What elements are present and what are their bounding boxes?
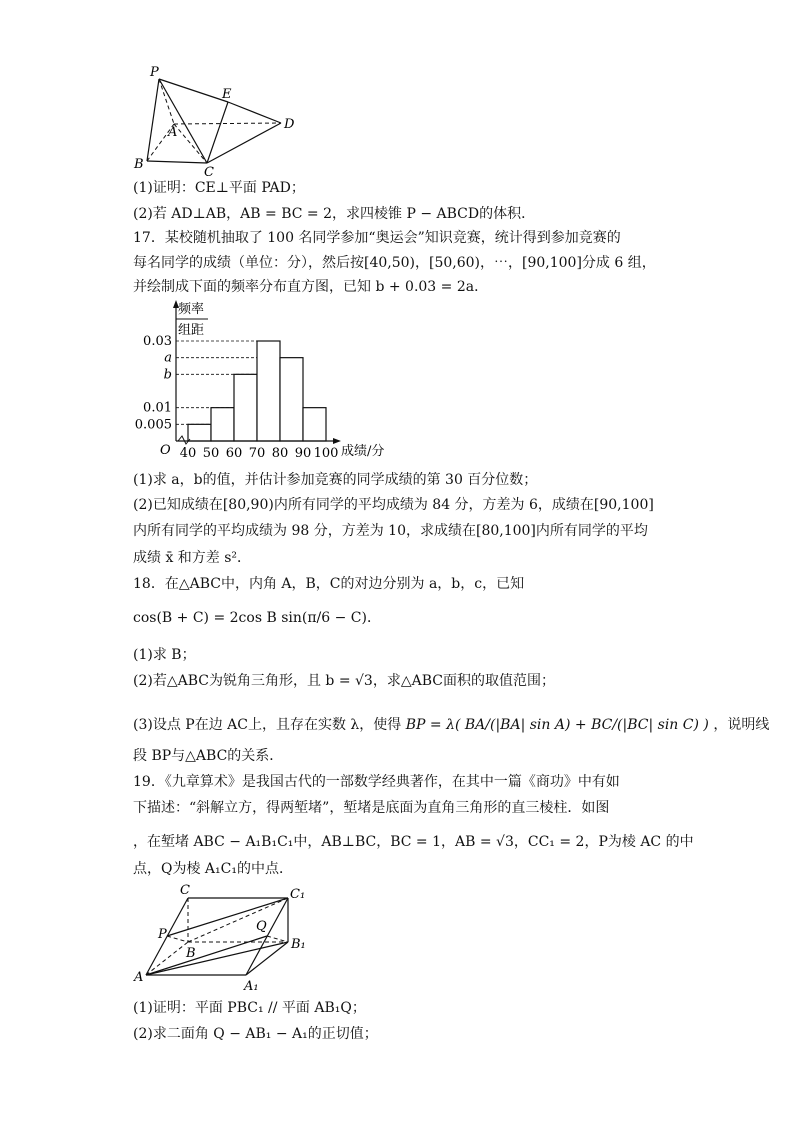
x-tick-label: 50: [202, 446, 220, 461]
q18-formula: cos(B + C) = 2cos B sin(π/6 − C)．: [133, 610, 381, 626]
q18-part3-line2: 段 BP与△ABC的关系．: [133, 748, 284, 764]
q19-line2: 下描述：“斜解立方，得两堑堵”，堑堵是底面为直角三角形的直三棱柱．如图: [133, 800, 610, 816]
vertex-label: C: [180, 883, 190, 898]
vertex-label: A: [134, 970, 144, 985]
y-tick-label: 0.01: [143, 400, 172, 416]
x-tick-label: 100: [313, 446, 339, 461]
vertex-label: E: [222, 87, 232, 102]
histogram-bar: [303, 408, 326, 441]
q17-part2-line1: (2)已知成绩在[80,90)内所有同学的平均成绩为 84 分，方差为 6，成绩在[90,100]: [133, 497, 654, 513]
histogram-bar: [188, 424, 211, 441]
q17-line3: 并绘制成下面的频率分布直方图，已知 b + 0.03 = 2a．: [133, 279, 489, 295]
histogram-bar: [280, 358, 303, 441]
q17-line2: 每名同学的成绩（单位：分），然后按[40,50)，[50,60)，⋯，[90,100]分成 6 组，: [133, 255, 656, 271]
y-tick-label: a: [164, 350, 172, 366]
vertex-label: B: [134, 157, 144, 172]
q19-part2: (2)求二面角 Q − AB₁ − A₁的正切值；: [133, 1026, 378, 1042]
q17-part1: (1)求 a，b的值，并估计参加竞赛的同学成绩的第 30 百分位数；: [133, 472, 538, 488]
x-axis-arrow: [333, 438, 341, 444]
histogram-bar: [257, 341, 280, 441]
x-tick-label: 80: [271, 446, 289, 461]
q18-part3-post: ，说明线: [713, 717, 770, 733]
origin-label: O: [160, 443, 171, 458]
q16-part2: (2)若 AD⊥AB，AB = BC = 2，求四棱锥 P − ABCD的体积．: [133, 206, 536, 222]
vertex-label: Q: [256, 919, 267, 934]
vertex-label: A₁: [244, 979, 259, 994]
vertex-label: C₁: [290, 887, 306, 902]
q16-part1: (1)证明：CE⊥平面 PAD；: [133, 180, 305, 196]
q18-part3: [133, 715, 769, 735]
q18-part2: (2)若△ABC为锐角三角形，且 b = √3，求△ABC面积的取值范围；: [133, 673, 555, 689]
x-tick-label: 70: [248, 446, 266, 461]
q18-part1: (1)求 B；: [133, 647, 196, 663]
x-axis-label: 成绩/分: [341, 444, 385, 459]
vertex-label: P: [158, 927, 167, 942]
frequency-histogram: [128, 298, 408, 463]
vertex-label: C: [204, 165, 214, 177]
pyramid-figure: [128, 62, 308, 177]
q19-line1: 19．《九章算术》是我国古代的一部数学经典著作，在其中一篇《商功》中有如: [133, 774, 620, 790]
y-axis-label-bottom: 组距: [178, 323, 205, 338]
vertex-label: D: [284, 117, 295, 132]
q18-line1: 18．在△ABC中，内角 A，B，C的对边分别为 a，b，c，已知: [133, 576, 525, 592]
y-tick-label: 0.005: [134, 417, 172, 433]
q19-part1: (1)证明：平面 PBC₁ // 平面 AB₁Q；: [133, 1000, 366, 1016]
histogram-bar: [211, 408, 234, 441]
vertex-label: P: [150, 65, 159, 80]
x-tick-label: 90: [294, 446, 312, 461]
y-axis-label-top: 频率: [178, 302, 205, 317]
q17-part2-line3: 成绩 x̄ 和方差 s²．: [133, 550, 252, 566]
prism-figure: [128, 880, 313, 995]
q17-line1: 17．某校随机抽取了 100 名同学参加“奥运会”知识竞赛，统计得到参加竞赛的: [133, 230, 621, 246]
y-tick-label: b: [163, 367, 172, 383]
x-tick-label: 60: [225, 446, 243, 461]
y-tick-label: 0.03: [143, 334, 172, 349]
q19-line4: 点，Q为棱 A₁C₁的中点．: [133, 861, 293, 877]
vertex-label: B: [186, 946, 196, 961]
x-tick-label: 40: [179, 446, 197, 461]
q17-part2-line2: 内所有同学的平均成绩为 98 分，方差为 10，求成绩在[80,100]内所有同学的平均: [133, 523, 648, 539]
vertex-label: B₁: [291, 937, 306, 952]
q19-line3: ，在堑堵 ABC − A₁B₁C₁中，AB⊥BC，BC = 1，AB = √3，CC₁ = 2，P为棱 AC 的中: [133, 834, 694, 850]
q18-part3-vector: BP = λ( BA/(|BA| sin A) + BC/(|BC| sin C) ): [405, 717, 709, 733]
vertex-label: A: [168, 125, 178, 140]
q18-part3-pre: (3)设点 P在边 AC上，且存在实数 λ，使得: [133, 717, 402, 733]
histogram-bar: [234, 374, 257, 441]
